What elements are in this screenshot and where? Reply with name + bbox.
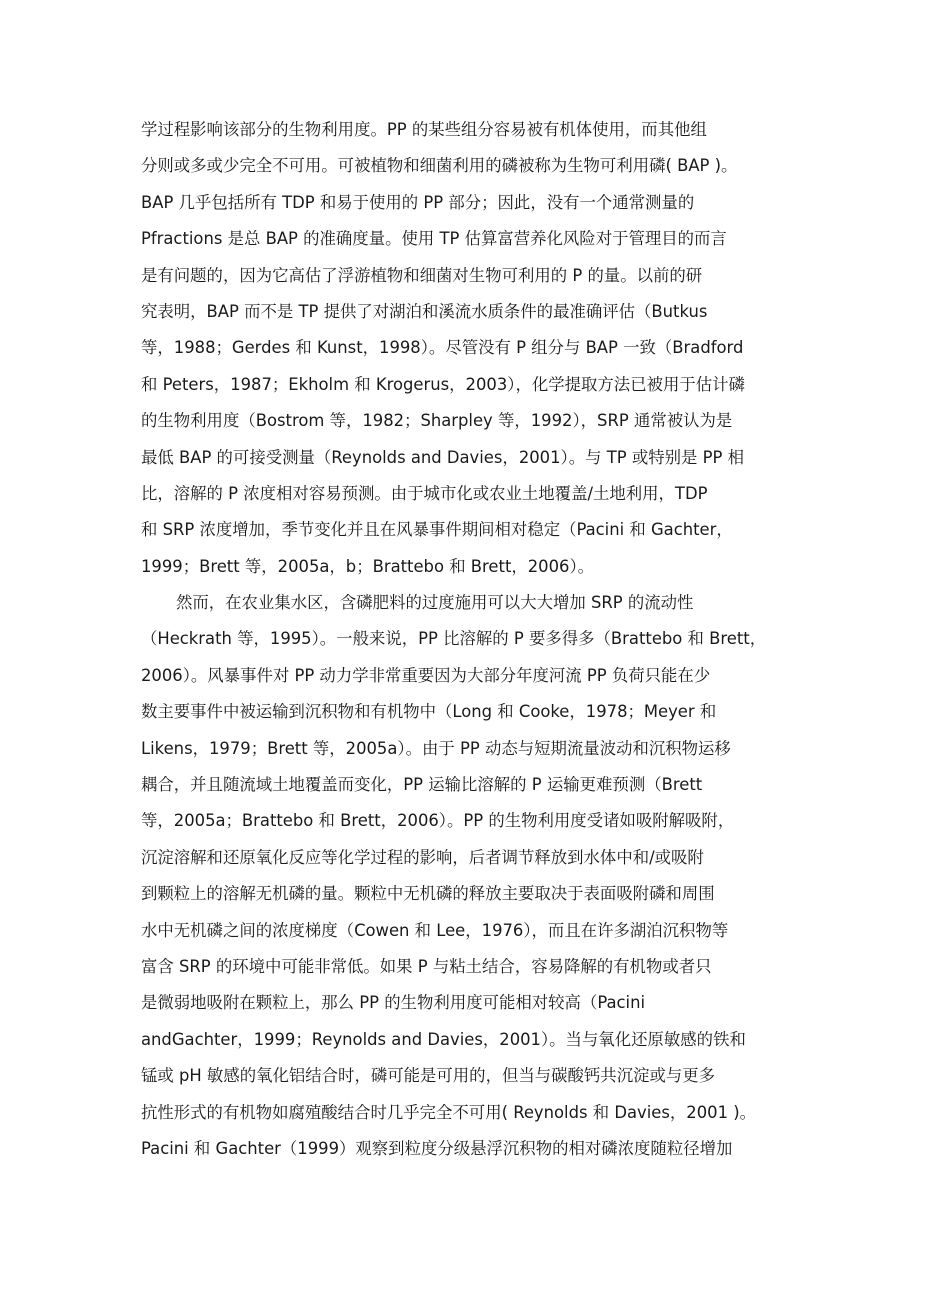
text-line: 耦合，并且随流域土地覆盖而变化，PP 运输比溶解的 P 运输更难预测（Brett <box>141 775 703 795</box>
paragraph-1 <box>141 112 789 585</box>
text-line: 等，2005a；Brattebo 和 Brett，2006）。PP 的生物利用度受诸如吸附解吸附， <box>141 811 735 831</box>
paragraph-2 <box>141 585 789 1167</box>
text-line: 2006）。风暴事件对 PP 动力学非常重要因为大部分年度河流 PP 负荷只能在少 <box>141 665 711 685</box>
text-line: andGachter，1999；Reynolds and Davies，2001）。当与氧化还原敏感的铁和 <box>141 1029 746 1049</box>
text-line: 比，溶解的 P 浓度相对容易预测。由于城市化或农业土地覆盖/土地利用，TDP <box>141 483 708 503</box>
text-line: 是微弱地吸附在颗粒上，那么 PP 的生物利用度可能相对较高（Pacini <box>141 993 646 1013</box>
text-line: 等，1988；Gerdes 和 Kunst，1998）。尽管没有 P 组分与 BAP 一致（Bradford <box>141 338 744 358</box>
text-line: 然而，在农业集水区，含磷肥料的过度施用可以大大增加 SRP 的流动性 <box>176 593 694 613</box>
text-line: Likens，1979；Brett 等，2005a）。由于 PP 动态与短期流量波动和沉积物运移 <box>141 738 731 758</box>
text-line: 抗性形式的有机物如腐殖酸结合时几乎完全不可用( Reynolds 和 Davies，2001 )。 <box>141 1102 756 1122</box>
text-line: BAP 几乎包括所有 TDP 和易于使用的 PP 部分；因此，没有一个通常测量的 <box>141 192 695 212</box>
document-page <box>141 112 789 1167</box>
text-line: 富含 SRP 的环境中可能非常低。如果 P 与粘土结合，容易降解的有机物或者只 <box>141 956 712 976</box>
text-line: 分则或多或少完全不可用。可被植物和细菌利用的磷被称为生物可利用磷( BAP )。 <box>141 156 738 176</box>
text-line: Pfractions 是总 BAP 的准确度量。使用 TP 估算富营养化风险对于管理目的而言 <box>141 229 727 249</box>
text-line: 最低 BAP 的可接受测量（Reynolds and Davies，2001）。与 TP 或特别是 PP 相 <box>141 447 744 467</box>
text-line: 到颗粒上的溶解无机磷的量。颗粒中无机磷的释放主要取决于表面吸附磷和周围 <box>141 884 715 904</box>
text-line: Pacini 和 Gachter（1999）观察到粒度分级悬浮沉积物的相对磷浓度随粒径增加 <box>141 1138 733 1158</box>
text-line: 锰或 pH 敏感的氧化铝结合时，磷可能是可用的，但当与碳酸钙共沉淀或与更多 <box>141 1066 716 1086</box>
text-line: 的生物利用度（Bostrom 等，1982；Sharpley 等，1992），SRP 通常被认为是 <box>141 411 733 431</box>
text-line: （Heckrath 等，1995）。一般来说，PP 比溶解的 P 要多得多（Brattebo 和 Brett， <box>141 629 767 649</box>
text-line: 究表明，BAP 而不是 TP 提供了对湖泊和溪流水质条件的最准确评估（Butkus <box>141 301 708 321</box>
text-line: 和 Peters，1987；Ekholm 和 Krogerus，2003），化学提取方法已被用于估计磷 <box>141 374 745 394</box>
text-line: 和 SRP 浓度增加，季节变化并且在风暴事件期间相对稳定（Pacini 和 Gachter， <box>141 520 733 540</box>
text-line: 学过程影响该部分的生物利用度。PP 的某些组分容易被有机体使用，而其他组 <box>141 120 707 139</box>
text-line: 水中无机磷之间的浓度梯度（Cowen 和 Lee，1976），而且在许多湖泊沉积物等 <box>141 920 729 940</box>
text-line: 1999；Brett 等，2005a，b；Brattebo 和 Brett，2006）。 <box>141 556 595 576</box>
text-line: 数主要事件中被运输到沉积物和有机物中（Long 和 Cooke，1978；Meyer 和 <box>141 702 717 722</box>
text-line: 是有问题的，因为它高估了浮游植物和细菌对生物可利用的 P 的量。以前的研 <box>141 265 703 285</box>
text-line: 沉淀溶解和还原氧化反应等化学过程的影响，后者调节释放到水体中和/或吸附 <box>141 847 704 867</box>
